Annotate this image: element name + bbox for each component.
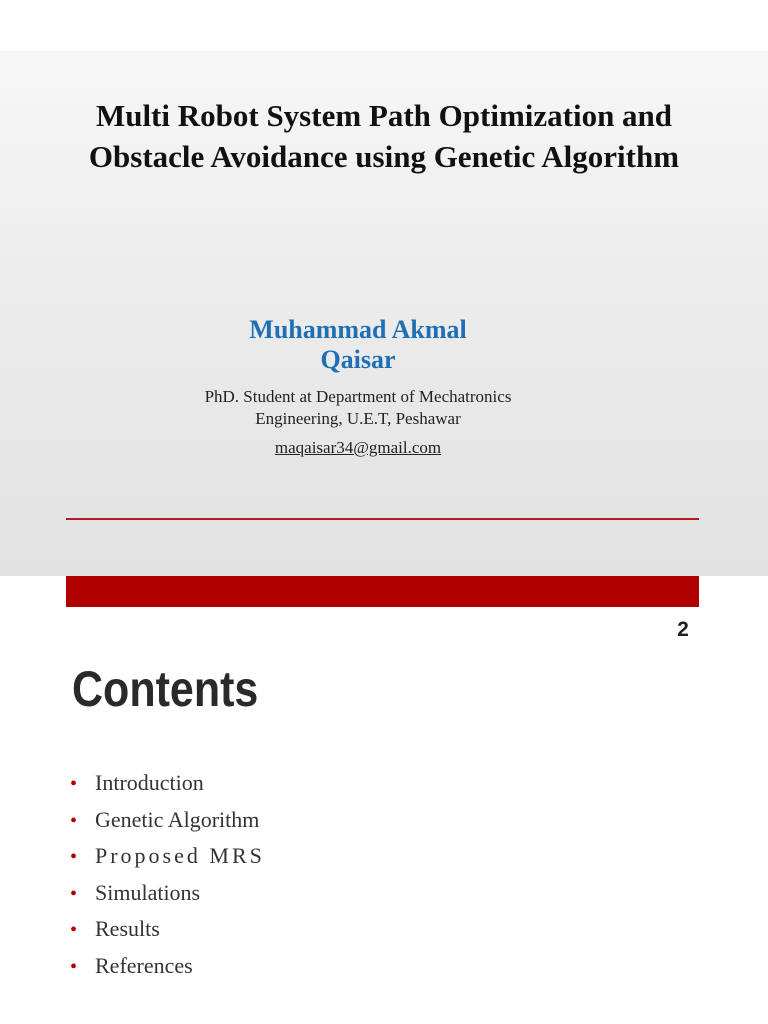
title-line-2: Obstacle Avoidance using Genetic Algorithm bbox=[88, 139, 680, 174]
list-item-label: Genetic Algorithm bbox=[95, 806, 260, 832]
slide-number: 2 bbox=[677, 618, 689, 641]
list-item-label: Simulations bbox=[95, 879, 201, 905]
list-item-label: Results bbox=[95, 916, 160, 942]
list-item bbox=[70, 948, 265, 985]
author-line-2: Qaisar bbox=[320, 345, 396, 374]
author-line-1: Muhammad Akmal bbox=[249, 315, 467, 344]
list-item-label: Proposed MRS bbox=[95, 843, 265, 869]
author-email-link[interactable]: maqaisar34@gmail.com bbox=[274, 438, 442, 457]
slide-separator-bar bbox=[66, 576, 699, 607]
affiliation-line-1: PhD. Student at Department of Mechatronics bbox=[204, 387, 512, 406]
list-item bbox=[70, 838, 265, 875]
bullet-icon: • bbox=[70, 773, 78, 795]
divider-line bbox=[66, 518, 699, 520]
presentation-title bbox=[30, 95, 738, 177]
bullet-icon: • bbox=[70, 846, 78, 869]
list-item bbox=[70, 765, 265, 802]
list-item bbox=[70, 802, 265, 839]
list-item-label: Introduction bbox=[95, 770, 204, 795]
author-name bbox=[180, 315, 536, 375]
list-item-label: References bbox=[95, 952, 193, 978]
affiliation-line-2: Engineering, U.E.T, Peshawar bbox=[255, 409, 461, 428]
contents-heading: Contents bbox=[72, 661, 259, 717]
bullet-icon: • bbox=[70, 882, 78, 905]
bullet-icon: • bbox=[70, 809, 78, 832]
bullet-icon: • bbox=[70, 919, 78, 942]
list-item bbox=[70, 911, 265, 948]
list-item bbox=[70, 875, 265, 912]
title-line-1: Multi Robot System Path Optimization and bbox=[95, 98, 673, 133]
bullet-icon: • bbox=[70, 955, 78, 978]
contents-list bbox=[70, 765, 265, 985]
author-affiliation bbox=[150, 386, 566, 430]
